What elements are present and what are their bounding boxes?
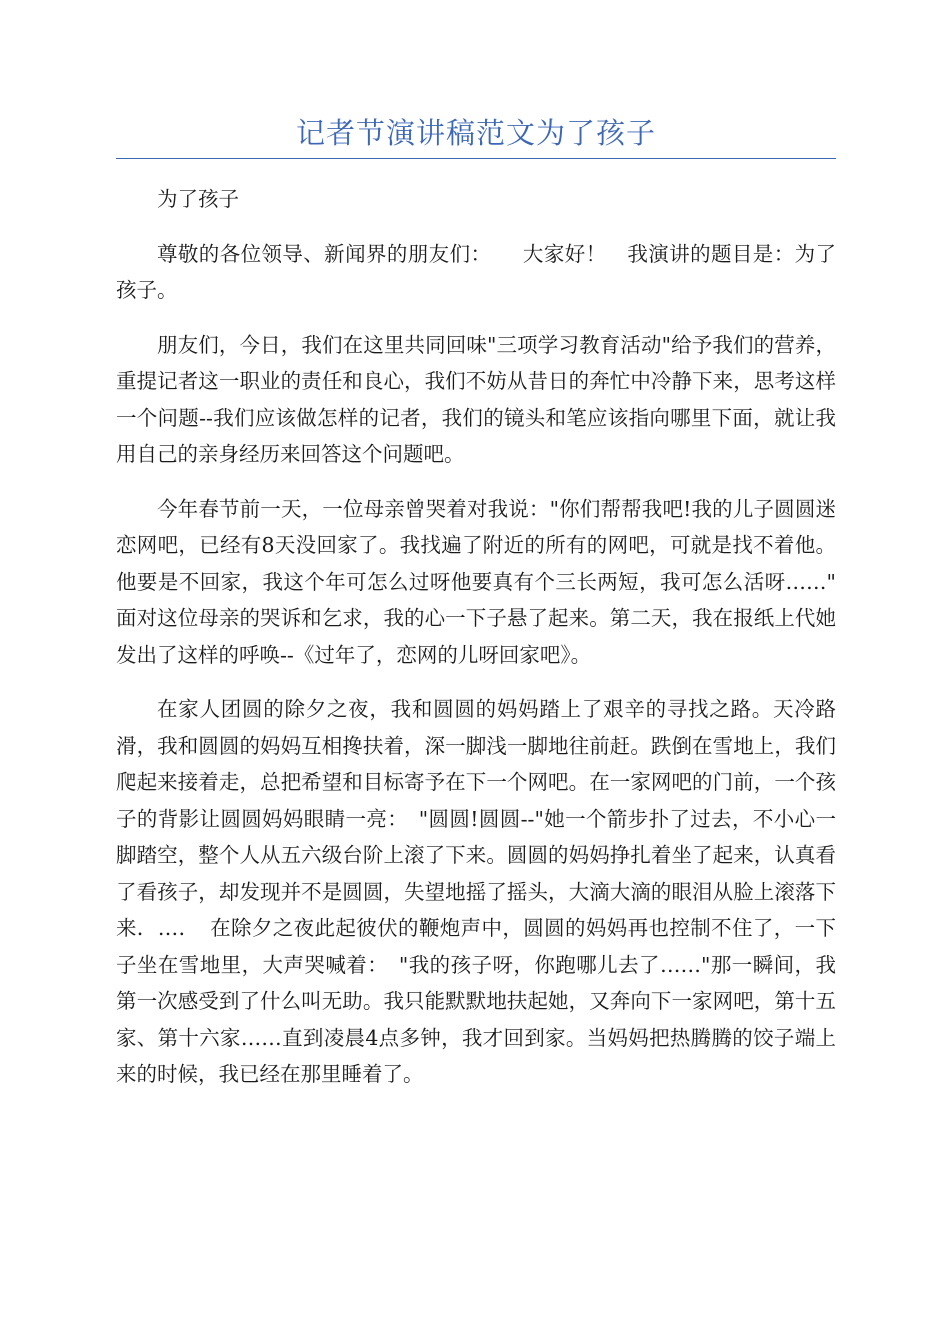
paragraph-new-years-eve: 在家人团圆的除夕之夜，我和圆圆的妈妈踏上了艰辛的寻找之路。天冷路滑，我和圆圆的妈妈互相搀扶着，深一脚浅一脚地往前赶。跌倒在雪地上，我们爬起来接着走，总把希望和目标寄予在下一个网吧。在一家网吧的门前，一个孩子的背影让圆圆妈妈眼睛一亮： "圆圆!圆圆--"她一个箭步扑了过去，不小心一脚踏空，整个人从五六级台阶上滚了下来。圆圆的妈妈挣扎着坐了起来，认真看了看孩子，却发现并不是圆圆，失望地摇了摇头，大滴大滴的眼泪从脸上滚落下来．…． 在除夕之夜此起彼伏的鞭炮声中，圆圆的妈妈再也控制不住了，一下子坐在雪地里，大声哭喊着： "我的孩子呀，你跑哪儿去了……"那一瞬间，我第一次感受到了什么叫无助。我只能默默地扶起她，又奔向下一家网吧，第十五家、第十六家……直到凌晨4点多钟，我才回到家。当妈妈把热腾腾的饺子端上来的时候，我已经在那里睡着了。 (116, 697, 836, 1086)
paragraph-heading: 为了孩子 (157, 187, 239, 211)
paragraph-greeting: 尊敬的各位领导、新闻界的朋友们： 大家好！ 我演讲的题目是：为了孩子。 (116, 241, 836, 302)
document-page (116, 108, 857, 1111)
title-underline (116, 158, 836, 159)
document-title: 记者节演讲稿范文为了孩子 (295, 116, 656, 150)
paragraph-intro: 朋友们，今日，我们在这里共同回味"三项学习教育活动"给予我们的营养，重提记者这一职业的责任和良心，我们不妨从昔日的奔忙中冷静下来，思考这样一个问题--我们应该做怎样的记者，我们的镜头和笔应该指向哪里下面，就让我用自己的亲身经历来回答这个问题吧。 (116, 332, 836, 466)
paragraph-mother-plea: 今年春节前一天，一位母亲曾哭着对我说："你们帮帮我吧!我的儿子圆圆迷恋网吧，已经有8天没回家了。我找遍了附近的所有的网吧，可就是找不着他。他要是不回家，我这个年可怎么过呀他要真有个三长两短，我可怎么活呀……" 面对这位母亲的哭诉和乞求，我的心一下子悬了起来。第二天，我在报纸上代她发出了这样的呼唤--《过年了，恋网的儿呀回家吧》。 (116, 496, 857, 667)
